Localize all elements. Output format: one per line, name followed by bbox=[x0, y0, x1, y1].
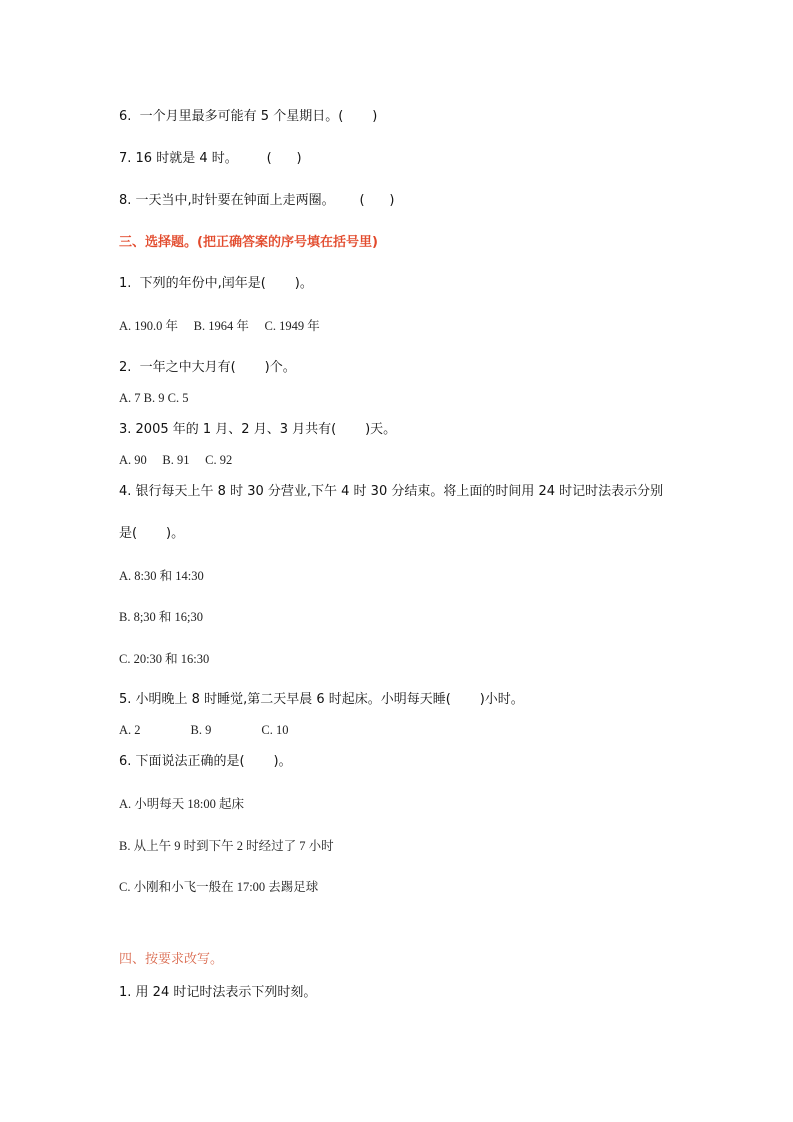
q4-option-b: B. 8;30 和 16;30 bbox=[119, 610, 204, 624]
q3-stem: 3. 2005 年的 1 月、2 月、3 月共有( )天。 bbox=[119, 422, 397, 437]
q4-stem-cont: 是( )。 bbox=[119, 526, 185, 541]
judgement-item-6: 6. 一个月里最多可能有 5 个星期日。( ) bbox=[119, 109, 378, 124]
q4-option-a: A. 8:30 和 14:30 bbox=[119, 569, 204, 583]
q2-stem: 2. 一年之中大月有( )个。 bbox=[119, 360, 296, 375]
q4-stem: 4. 银行每天上午 8 时 30 分营业,下午 4 时 30 分结束。将上面的时间用 24 时记时法表示分别 bbox=[119, 484, 664, 499]
section4-heading: 四、按要求改写。 bbox=[119, 952, 224, 967]
q1-options: A. 190.0 年 B. 1964 年 C. 1949 年 bbox=[119, 319, 320, 333]
q1-stem: 1. 下列的年份中,闰年是( )。 bbox=[119, 276, 313, 291]
q6-option-c: C. 小刚和小飞一般在 17:00 去踢足球 bbox=[119, 880, 319, 894]
q5-stem: 5. 小明晚上 8 时睡觉,第二天早晨 6 时起床。小明每天睡( )小时。 bbox=[119, 692, 524, 707]
q6-option-b: B. 从上午 9 时到下午 2 时经过了 7 小时 bbox=[119, 839, 334, 853]
judgement-item-8: 8. 一天当中,时针要在钟面上走两圈。 ( ) bbox=[119, 193, 395, 208]
q5-options: A. 2 B. 9 C. 10 bbox=[119, 723, 289, 737]
judgement-item-7: 7. 16 时就是 4 时。 ( ) bbox=[119, 151, 302, 166]
q2-options: A. 7 B. 9 C. 5 bbox=[119, 391, 189, 405]
q6-stem: 6. 下面说法正确的是( )。 bbox=[119, 754, 292, 769]
q4-option-c: C. 20:30 和 16:30 bbox=[119, 652, 210, 666]
q6-option-a: A. 小明每天 18:00 起床 bbox=[119, 797, 245, 811]
section3-heading: 三、选择题。(把正确答案的序号填在括号里) bbox=[119, 235, 378, 250]
q3-options: A. 90 B. 91 C. 92 bbox=[119, 453, 233, 467]
s4-q1-stem: 1. 用 24 时记时法表示下列时刻。 bbox=[119, 985, 317, 1000]
